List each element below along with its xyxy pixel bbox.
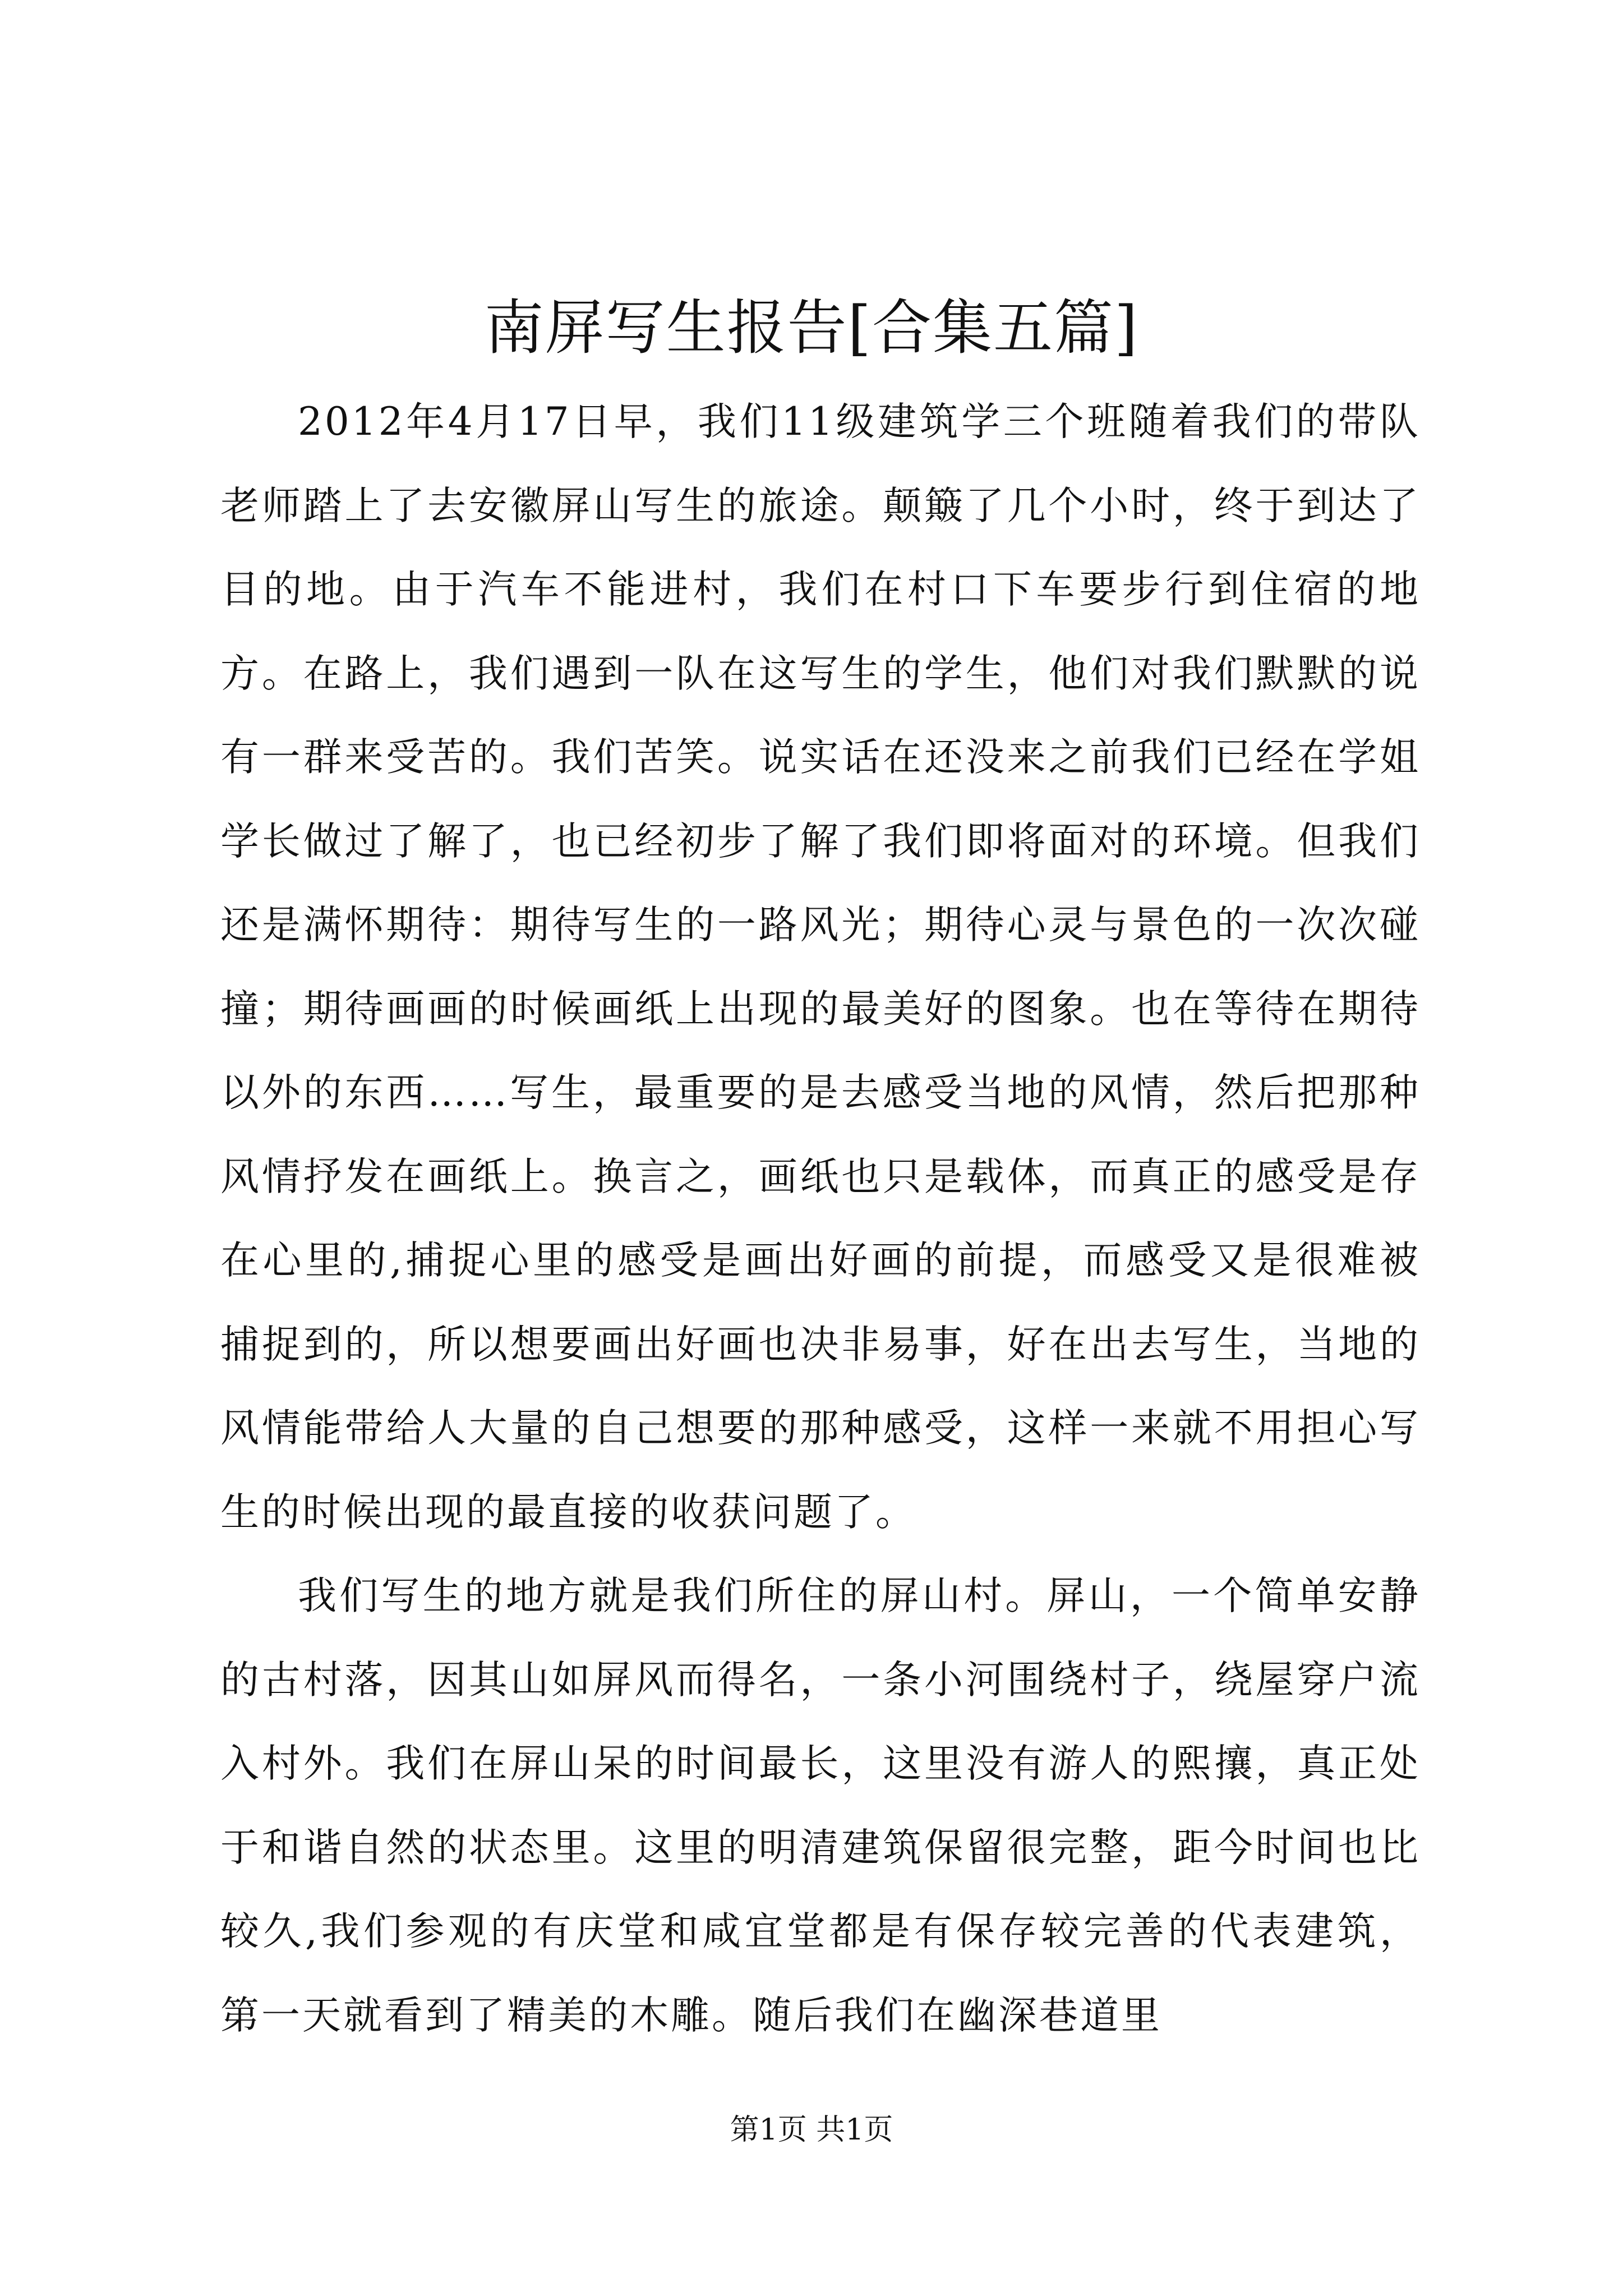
page-footer: 第1页 共1页	[730, 2113, 893, 2147]
paragraph-1: 2012年4月17日早，我们11级建筑学三个班随着我们的带队老师踏上了去安徽屏山写生的旅途。颠簸了几个小时，终于到达了目的地。由于汽车不能进村，我们在村口下车要步行到住宿的地方。在路上，我们遇到一队在这写生的学生，他们对我们默默的说有一群来受苦的。我们苦笑。说实话在还没来之前我们已经在学姐学长做过了解了，也已经初步了解了我们即将面对的环境。但我们还是满怀期待：期待写生的一路风光；期待心灵与景色的一次次碰撞；期待画画的时候画纸上出现的最美好的图象。也在等待在期待以外的东西……写生，最重要的是去感受当地的风情，然后把那种风情抒发在画纸上。换言之，画纸也只是载体，而真正的感受是存在心里的,捕捉心里的感受是画出好画的前提，而感受又是很难被捕捉到的，所以想要画出好画也决非易事，好在出去写生，当地的风情能带给人大量的自己想要的那种感受，这样一来就不用担心写生的时候出现的最直接的收获问题了。	[220, 399, 1421, 1535]
document-title: 南屏写生报告[合集五篇]	[484, 293, 1139, 362]
document-body	[220, 380, 1421, 2058]
paragraph-2: 我们写生的地方就是我们所住的屏山村。屏山，一个简单安静的古村落，因其山如屏风而得名，一条小河围绕村子，绕屋穿户流入村外。我们在屏山呆的时间最长，这里没有游人的熙攘，真正处于和谐自然的状态里。这里的明清建筑保留很完整，距今时间也比较久,我们参观的有庆堂和咸宜堂都是有保存较完善的代表建筑，第一天就看到了精美的木雕。随后我们在幽深巷道里	[220, 1573, 1421, 2038]
